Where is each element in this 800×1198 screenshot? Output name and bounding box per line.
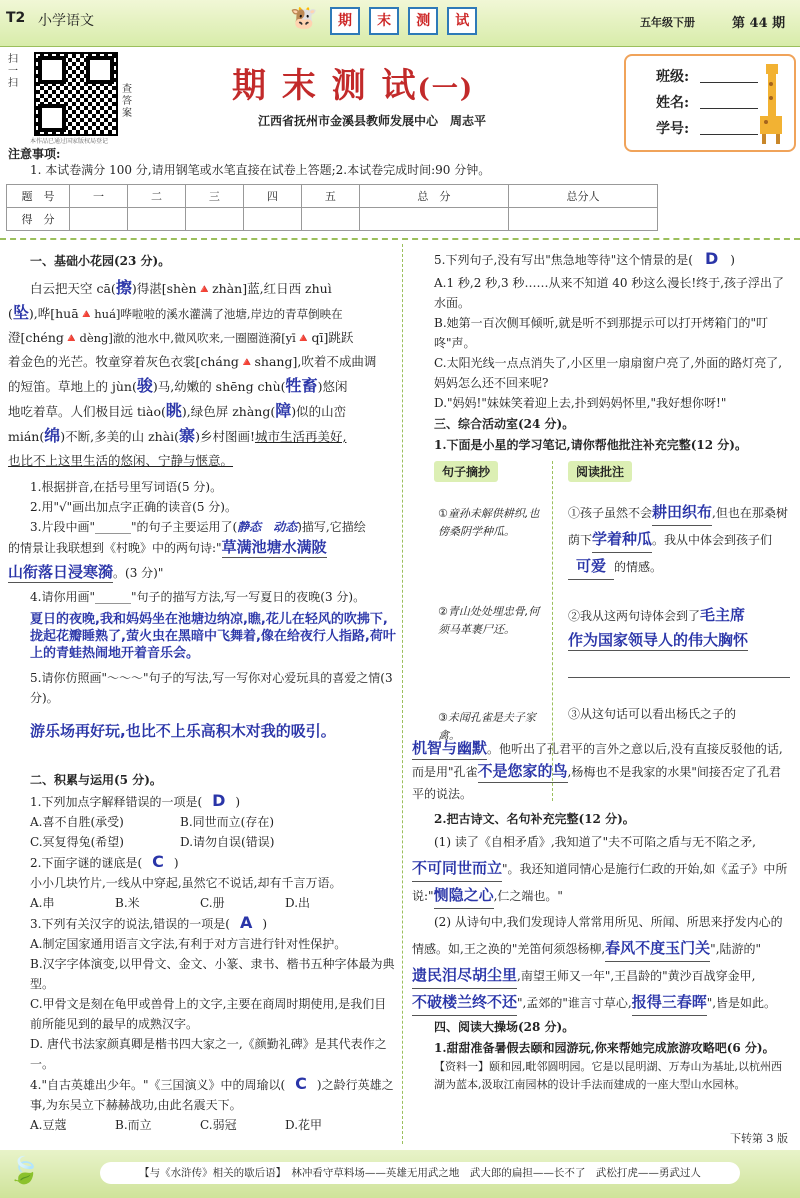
poem-1 <box>412 829 792 909</box>
passage-text: )马,幼嫩的 shēng chù( <box>152 379 286 394</box>
annotation-text: 的情感。 <box>614 560 663 574</box>
s2-question-4 <box>30 1074 396 1115</box>
score-table <box>6 184 658 231</box>
column-divider <box>402 244 403 1144</box>
answer-text: 可爱 <box>568 553 614 580</box>
question-text: ",陆游的" <box>710 942 762 956</box>
answer-text: 动态 <box>273 520 298 534</box>
footer-banner <box>0 1150 800 1198</box>
student-info-box <box>624 54 796 152</box>
option: B.而立 <box>115 1118 152 1132</box>
answer-text: D <box>212 791 226 810</box>
answer-text: 草满池塘水满陂 <box>221 538 327 556</box>
answer-text: 擦 <box>115 278 132 297</box>
question-text: 3.下列有关汉字的说法,错误的一项是( <box>30 917 230 931</box>
passage-text: )乡村图画! <box>195 429 255 444</box>
passage-text: )得湛[shèn <box>131 281 197 296</box>
excerpt-1: ①童孙未解供耕织,也傍桑阴学种瓜。 <box>438 507 540 538</box>
notes-card <box>412 461 792 801</box>
annotation-text: 。我从中体会到孩子们 <box>652 533 773 547</box>
answer-text: 山衔落日浸寒漪 <box>8 563 114 581</box>
option: D.请勿自误(错误) <box>180 835 275 849</box>
option: A.制定国家通用语言文字法,有利于对方言进行针对性保护。 <box>30 937 347 951</box>
table-cell: 得 分 <box>7 208 70 231</box>
tag-excerpt: 句子摘抄 <box>434 461 498 482</box>
passage-text: 澄[chéng <box>8 330 64 345</box>
answer-text: C <box>295 1074 307 1093</box>
table-cell: 一 <box>70 185 128 208</box>
answer-text: A <box>239 913 253 932</box>
score-table-row <box>7 208 658 231</box>
cow-mascot-icon: 🐮 <box>290 6 318 31</box>
score-input[interactable] <box>508 208 657 231</box>
annotation-2 <box>568 603 790 628</box>
question-5: 5.请你仿照画"～～～"句子的写法,写一写你对心爱玩具的喜爱之情(3 分)。 <box>30 671 393 705</box>
table-cell: 四 <box>243 185 301 208</box>
answer-text: 作为国家领导人的伟大胸怀 <box>568 631 749 649</box>
s3-question-1: 1.下面是小星的学习笔记,请你帮他批注补充完整(12 分)。 <box>434 438 747 452</box>
question-text: 2.下面字谜的谜底是( <box>30 856 143 870</box>
option: C.冥复得兔(希望) <box>30 835 124 849</box>
subject-label: 小学语文 <box>38 13 94 29</box>
table-cell: 总分人 <box>508 185 657 208</box>
s4-question-1: 1.甜甜准备暑假去颐和园游玩,你来帮她完成旅游攻略吧(6 分)。 <box>434 1041 775 1055</box>
annotation-text: ②我从这两句诗体会到了 <box>568 609 701 623</box>
score-input[interactable] <box>185 208 243 231</box>
option: A.豆蔻 <box>30 1118 67 1132</box>
passage-text: )似的山峦 <box>291 404 347 419</box>
s2-question-2: 2.下面字谜的谜底是( C ) <box>30 852 179 871</box>
class-field: 班级: <box>656 69 690 85</box>
answer-text: 春风不度玉门关 <box>605 935 710 962</box>
question-1: 1.根据拼音,在括号里写词语(5 分)。 <box>30 480 223 494</box>
question-text: ",皆是如此。 <box>706 996 777 1010</box>
s2-q1-options <box>30 812 396 852</box>
option: C.册 <box>200 896 225 910</box>
table-cell: 五 <box>301 185 359 208</box>
poem-2 <box>412 909 792 1016</box>
passage-text: )悠闲 <box>317 379 348 394</box>
question-2: 2.用"√"画出加点字正确的读音(5 分)。 <box>30 500 237 514</box>
footer-text: 【与《水浒传》相关的歇后语】 林冲看守草料场——英雄无用武之地 武大郎的扁担——长不了 武松打虎——勇武过人 <box>100 1162 740 1184</box>
question-text: (1) 读了《自相矛盾》,我知道了"夫不可陷之盾与无不陷之矛, <box>434 835 756 849</box>
answer-text: 牲畜 <box>285 376 318 395</box>
passage-text: 着金色的光芒。牧童穿着灰色衣裳[cháng <box>8 354 239 369</box>
answer-text: 机智与幽默 <box>412 737 487 760</box>
answer-text: 不是您家的鸟 <box>478 760 568 783</box>
divider <box>0 238 800 240</box>
page-title <box>232 58 474 107</box>
underlined-sentence: 城市生活再美好, <box>254 429 347 444</box>
check-icon: 🔺 <box>238 354 255 369</box>
passage: 白云把天空 cā(擦)得湛[shèn🔺zhàn]蓝,红日西 zhuì (坠),哗[huā🔺huá]哗啦啦的溪水灌满了池塘,岸边的青草倒映在 澄[chéng🔺dèng]澈的池水中,微风吹来,一圈圈涟漪[yī🔺qī]跳跃 着金色的光芒。牧童穿着灰色衣裳[cháng🔺shang],吹着不成曲调 的短笛。草地上的 jùn(骏)马,幼嫩的 shēng chù(牲畜)悠闲 地吃着草。人们极目远 tiào(眺),绿色屏 zhàng(障)似的山峦 mián(绵)不断,多美的山 zhài(寨)乡村图画!城市生活再美好, 也比不上这里生活的悠闲、宁静与惬意。 <box>8 276 396 473</box>
question-text: ",孟郊的"谁言寸草心, <box>517 996 632 1010</box>
answer-text: 骏 <box>136 376 153 395</box>
answer-text: 恻隐之心 <box>434 882 494 909</box>
option: D."妈妈!"妹妹笑着迎上去,扑到妈妈怀里,"我好想你呀!" <box>434 396 727 410</box>
passage-text: qī]跳跃 <box>311 330 354 345</box>
option: B.汉字字体演变,以甲骨文、金文、小篆、隶书、楷书五种字体最为典型。 <box>30 957 395 991</box>
question-text: )之龄行英雄之事,为东吴立下赫赫战功,由此名震天下。 <box>30 1078 394 1112</box>
author-line: 江西省抚州市金溪县教师发展中心 周志平 <box>258 114 487 128</box>
question-5: 5.下列句子,没有写出"焦急地等待"这个情景的是( D ) <box>434 249 735 268</box>
turn-page-note: 下转第 3 版 <box>730 1132 788 1145</box>
question-text: ,仁之端也。" <box>493 889 563 903</box>
scan-label: 扫一扫 <box>8 54 18 89</box>
question-text: 3.片段中画"______"的句子主要运用了( <box>30 520 238 534</box>
question-text: )描写,它描绘 <box>297 520 366 534</box>
title-text: 期 末 测 试 <box>232 66 418 106</box>
answer-text: 游乐场再好玩,也比不上乐高积木对我的吸引。 <box>30 722 336 740</box>
option: C.弱冠 <box>200 1118 237 1132</box>
passage-text: ),哗[huā <box>28 306 79 321</box>
leaf-icon: 🍃 <box>8 1156 41 1186</box>
section-4-title: 四、阅读大操场(28 分)。 <box>434 1020 575 1034</box>
passage-text: 地吃着草。人们极目远 tiào( <box>8 404 166 419</box>
right-column <box>412 246 792 1094</box>
option: A.串 <box>30 896 55 910</box>
id-field: 学号: <box>656 121 690 137</box>
name-field: 姓名: <box>656 95 690 111</box>
question-text: 1.下列加点字解释错误的一项是( <box>30 795 203 809</box>
score-input[interactable] <box>243 208 301 231</box>
s2-question-1: 1.下列加点字解释错误的一项是( D ) <box>30 791 241 810</box>
qr-code <box>34 52 118 136</box>
option: B.同世而立(存在) <box>180 815 274 829</box>
top-banner <box>0 0 800 47</box>
table-cell: 二 <box>127 185 185 208</box>
s2-q2-options <box>30 893 396 913</box>
passage-text: mián( <box>8 429 45 444</box>
answer-text: 绵 <box>44 426 61 445</box>
subject-code: T2 <box>6 10 26 26</box>
table-cell: 总 分 <box>359 185 508 208</box>
notice-title: 注意事项: <box>8 147 61 161</box>
giraffe-icon <box>754 60 788 144</box>
s2-q4-options <box>30 1115 396 1135</box>
title-number: (一) <box>417 74 475 104</box>
answer-text: 静态 <box>237 520 262 534</box>
answer-text: 学着种瓜 <box>592 526 652 553</box>
question-text: (2) 从诗句中,我们发现诗人常常用所见、所闻、所思来抒发内心的情感。如,王之涣的"羌笛何须怨杨柳, <box>412 915 783 956</box>
answer-text: 不可同世而立 <box>412 855 502 882</box>
s2-question-3: 3.下列有关汉字的说法,错误的一项是( A ) <box>30 913 268 932</box>
option: B.她第一百次侧耳倾听,就是听不到那提示可以打开烤箱门的"叮咚"声。 <box>434 316 768 350</box>
annotation-text: 。他听出了孔君平的言外之意以后,没有直接反驳他的话,而是用"孔雀 <box>412 742 783 779</box>
question-text: 4."自古英雄出少年。"《三国演义》中的周瑜以( <box>30 1078 286 1092</box>
option: D.花甲 <box>285 1118 323 1132</box>
annotation-text: ③从这句话可以看出杨氏之子的 <box>568 707 737 721</box>
question-text: 的情景让我联想到《村晚》中的两句诗:" <box>8 541 222 555</box>
passage-text: 的短笛。草地上的 jùn( <box>8 379 137 394</box>
question-4: 4.请你用画"______"句子的描写方法,写一写夏日的夜晚(3 分)。 <box>30 590 366 604</box>
option: B.米 <box>115 896 140 910</box>
passage-text: ),绿色屏 zhàng( <box>181 404 276 419</box>
excerpt-3: ③未闻孔雀是夫子家禽。 <box>438 711 536 742</box>
check-icon: 🔺 <box>78 306 95 321</box>
check-icon: 🔺 <box>196 281 213 296</box>
answer-label: 查答案 <box>122 84 132 119</box>
check-icon: 🔺 <box>295 330 312 345</box>
annotation-1 <box>568 499 790 580</box>
passage-text: )不断,多美的山 zhài( <box>60 429 180 444</box>
option: A.喜不自胜(承受) <box>30 815 124 829</box>
passage-text: huá]哗啦啦的溪水灌满了池塘,岸边的青草倒映在 <box>94 307 343 321</box>
answer-text: 障 <box>275 401 292 420</box>
option: A.1 秒,2 秒,3 秒……从来不知道 40 秒这么漫长!终于,孩子浮出了水面。 <box>434 276 784 310</box>
left-column <box>8 246 396 1135</box>
riddle-text: 小小几块竹片,一线从中穿起,虽然它不说话,却有千言万语。 <box>30 876 342 890</box>
tag-char: 测 <box>408 7 438 35</box>
question-text: ,南望王师又一年",王昌龄的"黄沙百战穿金甲, <box>517 969 756 983</box>
check-icon: 🔺 <box>63 330 80 345</box>
section-3-title: 三、综合活动室(24 分)。 <box>434 417 575 431</box>
option: D.出 <box>285 896 311 910</box>
answer-text: 毛主席 <box>700 606 746 624</box>
answer-text: 不破楼兰终不还 <box>412 989 517 1016</box>
section-1-title: 一、基础小花园(23 分)。 <box>30 254 171 268</box>
answer-text: 耕田织布 <box>652 499 712 526</box>
table-cell: 三 <box>185 185 243 208</box>
s3-question-2: 2.把古诗文、名句补充完整(12 分)。 <box>434 812 635 826</box>
score-input[interactable] <box>359 208 508 231</box>
answer-text: 报得三春晖 <box>632 989 707 1016</box>
answer-text: 寨 <box>179 426 196 445</box>
answer-text: 遗民泪尽胡尘里 <box>412 962 517 989</box>
score-input[interactable] <box>70 208 128 231</box>
tag-char: 期 <box>330 7 360 35</box>
passage-text: shang],吹着不成曲调 <box>254 354 377 369</box>
option: D. 唐代书法家颜真卿是楷书四大家之一,《颜勤礼碑》是其代表作之一。 <box>30 1037 387 1071</box>
answer-text: C <box>152 852 164 871</box>
question-text: 。(3 分)" <box>113 566 164 580</box>
reading-material: 【资料一】颐和园,毗邻圆明园。它是以昆明湖、万寿山为基址,以杭州西湖为蓝本,汲取江南园林的设计手法而建成的一座大型山水园林。 <box>434 1060 782 1091</box>
excerpt-2: ②青山处处埋忠骨,何须马革裹尸还。 <box>438 605 540 636</box>
option: C.太阳光线一点点消失了,小区里一扇扇窗户亮了,外面的路灯亮了,妈妈怎么还不回来呢? <box>434 356 783 390</box>
score-input[interactable] <box>127 208 185 231</box>
passage-text: zhàn]蓝,红日西 zhuì <box>212 281 332 296</box>
passage-text: dèng]澈的池水中,微风吹来,一圈圈涟漪[yī <box>79 331 296 345</box>
question-text: "。我还知道同情心是施行仁政的开始,如《孟子》中所说:" <box>412 862 788 903</box>
question-3-cont <box>8 562 396 583</box>
underlined-sentence: 也比不上这里生活的悠闲、宁静与惬意。 <box>8 453 234 468</box>
passage-text: 白云把天空 cā( <box>30 281 116 296</box>
table-cell: 题 号 <box>7 185 70 208</box>
tag-char: 试 <box>447 7 477 35</box>
tag-annotation: 阅读批注 <box>568 461 632 482</box>
annotation-text: ①孩子虽然不会 <box>568 506 653 520</box>
blank-line <box>568 677 790 678</box>
notice-text: 1. 本试卷满分 100 分,请用钢笔或水笔直接在试卷上答题;2.本试卷完成时间:90 分钟。 <box>30 163 491 177</box>
question-text: 5.下列句子,没有写出"焦急地等待"这个情景的是( <box>434 253 693 267</box>
option: C.甲骨文是刻在龟甲或兽骨上的文字,主要在商周时期使用,是我们目前所能见到的最早的成熟汉字。 <box>30 997 387 1031</box>
answer-text: 夏日的夜晚,我和妈妈坐在池塘边纳凉,瞧,花儿在轻风的吹拂下,拢起花瓣睡熟了,萤火虫在黑暗中飞舞着,像在给夜行人指路,荷叶上的青蛙热闹地开着音乐会。 <box>30 612 396 661</box>
score-table-header <box>7 185 658 208</box>
section-2-title: 二、积累与运用(5 分)。 <box>30 773 162 787</box>
tag-char: 末 <box>369 7 399 35</box>
answer-text: D <box>705 249 719 268</box>
answer-text: 眺 <box>165 401 182 420</box>
answer-text: 坠 <box>12 303 29 322</box>
exam-tags <box>330 7 481 35</box>
annotation-text: ,但也在那桑树荫下 <box>568 506 788 547</box>
score-input[interactable] <box>301 208 359 231</box>
grade-label: 五年级下册 <box>640 16 695 29</box>
qr-caption: 本作品已通过国家版权局登记 <box>30 138 109 145</box>
annotation-text: ,杨梅也不是我家的水果"间接否定了孔君平的说法。 <box>412 765 781 801</box>
question-3-cont <box>8 537 396 558</box>
question-3 <box>30 517 396 537</box>
issue-label: 第 44 期 <box>732 16 786 31</box>
